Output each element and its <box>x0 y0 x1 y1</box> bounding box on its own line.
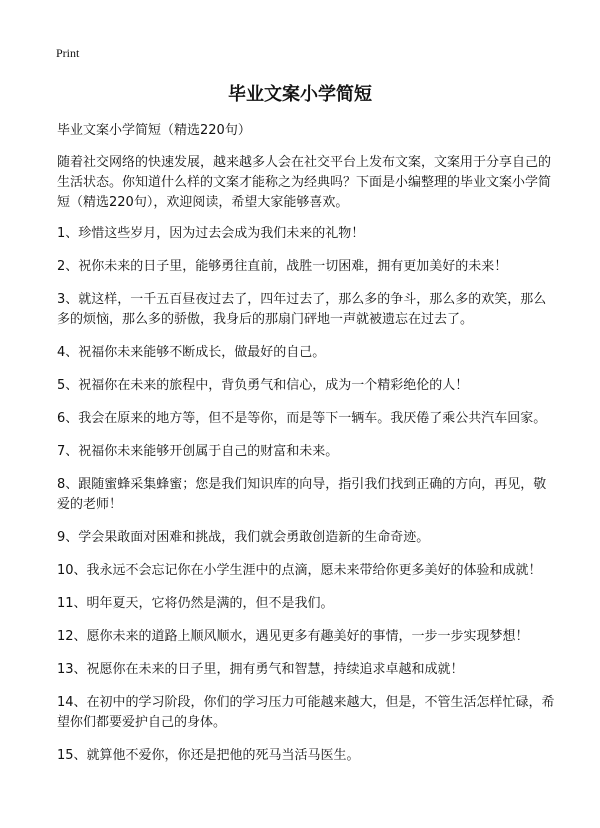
list-item: 2、祝你未来的日子里，能够勇往直前，战胜一切困难，拥有更加美好的未来！ <box>57 259 508 274</box>
article-body <box>57 121 557 779</box>
list-item: 5、祝福你在未来的旅程中，背负勇气和信心，成为一个精彩绝伦的人！ <box>57 378 469 393</box>
list-item: 12、愿你未来的道路上顺风顺水，遇见更多有趣美好的事情，一步一步实现梦想！ <box>57 629 529 644</box>
list-item: 3、就这样，一千五百昼夜过去了，四年过去了，那么多的争斗，那么多的欢笑，那么多的烦恼，那么多的骄傲，我身后的那扇门砰地一声就被遗忘在过去了。 <box>57 292 547 327</box>
list-item: 8、跟随蜜蜂采集蜂蜜；您是我们知识库的向导，指引我们找到正确的方向，再见，敬爱的老师！ <box>57 477 547 512</box>
intro-paragraph: 随着社交网络的快速发展，越来越多人会在社交平台上发布文案，文案用于分享自己的生活状态。你知道什么样的文案才能称之为经典吗？下面是小编整理的毕业文案小学简短（精选220句），欢迎阅读，希望大家能够喜欢。 <box>57 155 552 210</box>
list-item: 7、祝福你未来能够开创属于自己的财富和未来。 <box>57 444 339 459</box>
list-item: 4、祝福你未来能够不断成长，做最好的自己。 <box>57 345 326 360</box>
list-item: 13、祝愿你在未来的日子里，拥有勇气和智慧，持续追求卓越和成就！ <box>57 662 464 677</box>
list-item: 10、我永远不会忘记你在小学生涯中的点滴，愿未来带给你更多美好的体验和成就！ <box>57 563 542 578</box>
list-item: 14、在初中的学习阶段，你们的学习压力可能越来越大，但是，不管生活怎样忙碌，希望你们都要爱护自己的身体。 <box>57 695 555 730</box>
quote-list <box>57 224 557 766</box>
list-item: 15、就算他不爱你，你还是把他的死马当活马医生。 <box>57 748 360 763</box>
list-item: 9、学会果敢面对困难和挑战，我们就会勇敢创造新的生命奇迹。 <box>57 530 430 545</box>
list-item: 1、珍惜这些岁月，因为过去会成为我们未来的礼物！ <box>57 226 365 241</box>
page-title: 毕业文案小学简短 <box>228 84 372 105</box>
list-item: 6、我会在原来的地方等，但不是等你，而是等下一辆车。我厌倦了乘公共汽车回家。 <box>57 411 547 426</box>
list-item: 11、明年夏天，它将仍然是满的，但不是我们。 <box>57 596 334 611</box>
print-link[interactable]: Print <box>56 46 80 60</box>
article-subtitle: 毕业文案小学简短（精选220句） <box>57 123 251 138</box>
